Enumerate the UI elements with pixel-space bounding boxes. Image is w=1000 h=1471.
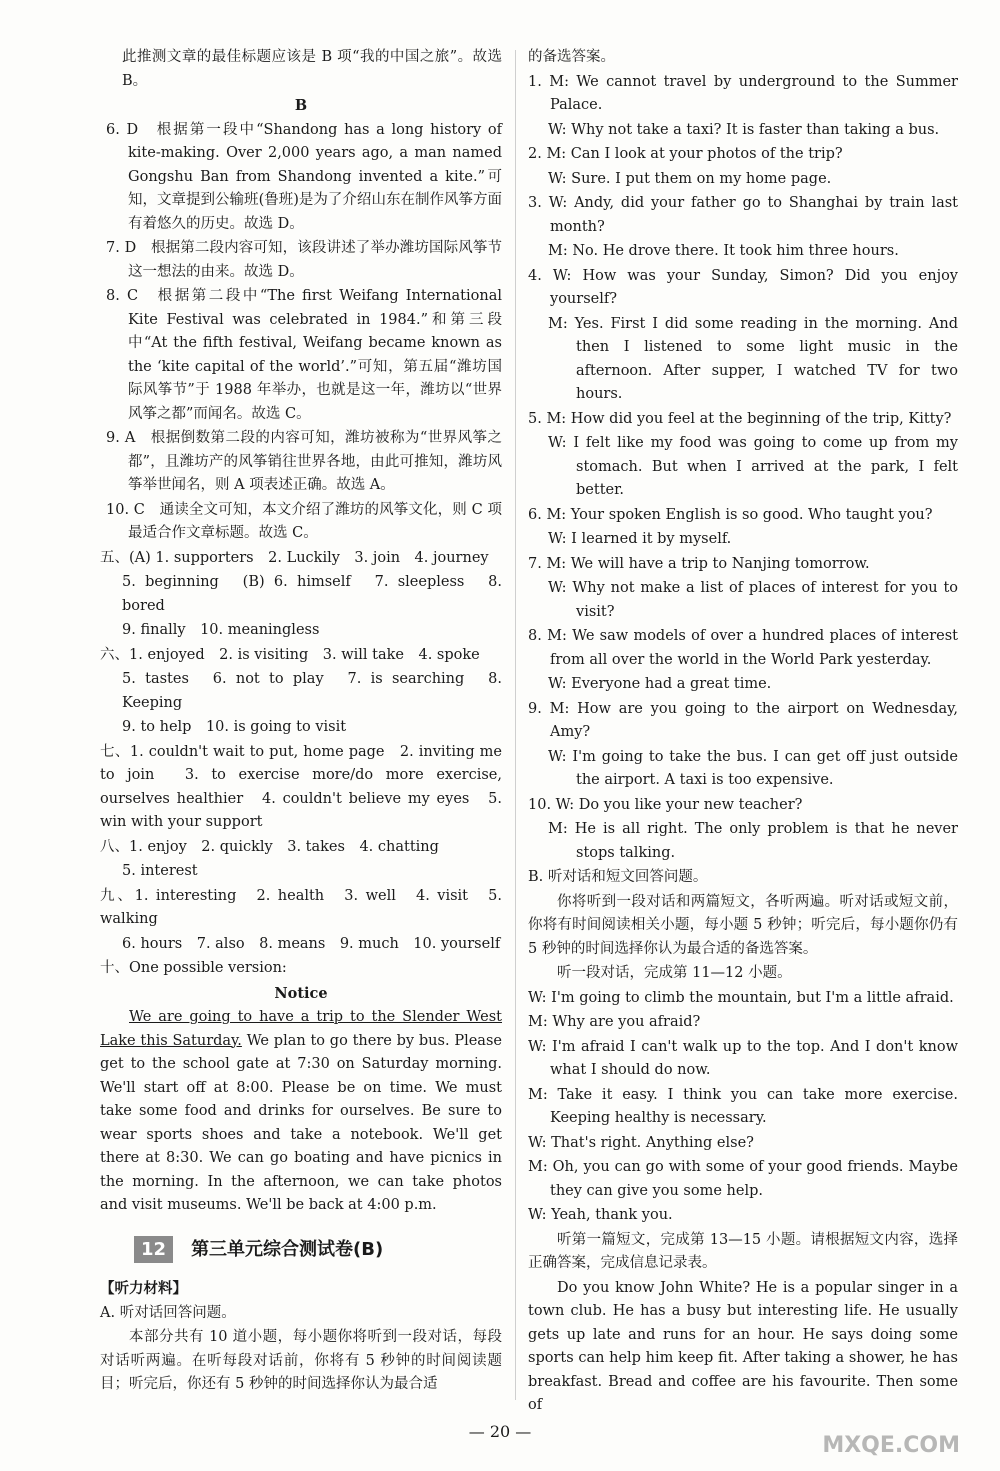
answer-line: 九、1. interesting 2. health 3. well 4. visit 5. walking — [100, 887, 502, 927]
dialogue-line: W: I learned it by myself. — [548, 531, 732, 547]
answer-line: 5. interest — [122, 863, 198, 879]
part-description: 本部分共有 10 道小题，每小题你将听到一段对话，每段对话听两遍。在听每段对话前，你将有 5 秒钟的时间阅读题目；听完后，你还有 5 秒钟的时间选择你认为最合适 — [100, 1329, 502, 1392]
dialogue-line: 1. M: We cannot travel by underground to the Summer Palace. — [528, 73, 958, 113]
answer-line: 七、1. couldn't wait to put, home page 2. inviting me to join 3. to exercise more/do more exercise, ourselves healthier 4. couldn't believe my eyes 5. win with your support — [100, 743, 502, 830]
dialogue-line: W: Yeah, thank you. — [528, 1207, 673, 1223]
notice-body — [100, 1006, 502, 1218]
right-column — [528, 46, 958, 1419]
dialogue-line: W: Why not take a taxi? It is faster than taking a bus. — [548, 121, 940, 138]
dialogue-line: 5. M: How did you feel at the beginning of the trip, Kitty? — [528, 410, 952, 427]
watermark-logo: MXQE.COM — [822, 1432, 960, 1458]
answer-item: 9. A 根据倒数第二段的内容可知，潍坊被称为“世界风筝之都”，且潍坊产的风筝销往世界各地，由此可推知，潍坊风筝举世闻名，则 A 项表述正确。故选 A。 — [106, 430, 502, 493]
answer-item: 7. D 根据第二段内容可知，该段讲述了举办潍坊国际风筝节这一想法的由来。故选 D。 — [106, 240, 502, 280]
dialogue-line: 4. W: How was your Sunday, Simon? Did you enjoy yourself? — [528, 267, 958, 307]
answer-line: 八、1. enjoy 2. quickly 3. takes 4. chatting — [100, 838, 439, 855]
notice-text: We plan to go there by bus. Please get to the school gate at 7:30 on Saturday morning. We'll start off at 8:00. Please be on time. We must take some food and drinks for ourselves. Be sure to wear sports shoes and take a notebook. We'll get there at 8:30. We can go boating and have picnics in the morning. In the afternoon, we can take photos and visit museums. We'll be back at 4:00 p.m. — [100, 1032, 502, 1213]
page-number: — 20 — — [468, 1422, 532, 1441]
answer-line: 十、One possible version: — [100, 960, 287, 976]
answer-line: 六、1. enjoyed 2. is visiting 3. will take 4. spoke — [100, 646, 480, 663]
passage-intro: 听第一篇短文，完成第 13—15 小题。请根据短文内容，选择正确答案，完成信息记录表。 — [528, 1231, 958, 1271]
answer-line: 五、(A) 1. supporters 2. Luckily 3. join 4. journey — [100, 549, 489, 566]
answer-line: 5. beginning (B) 6. himself 7. sleepless 8. bored — [122, 574, 502, 614]
dialogue-line: 9. M: How are you going to the airport on Wednesday, Amy? — [528, 700, 958, 740]
left-column — [100, 46, 502, 1398]
text-continuation: 的备选答案。 — [528, 49, 615, 65]
dialogue-line: W: I'm going to take the bus. I can get off just outside the airport. A taxi is too expensive. — [548, 748, 958, 788]
column-divider — [515, 50, 516, 1400]
section-heading: B — [294, 97, 308, 114]
dialogue-line: W: Everyone had a great time. — [548, 676, 772, 692]
passage-text: Do you know John White? He is a popular singer in a town club. He has a busy but interesting life. He usually gets up late and runs for an hour. He says doing some sports can help him keep fit. After taking a shower, he has breakfast. Bread and coffee are his favourite. Then some of — [528, 1279, 958, 1413]
dialogue-line: 3. W: Andy, did your father go to Shanghai by train last month? — [528, 195, 958, 235]
answer-item: 10. C 通读全文可知，本文介绍了潍坊的风筝文化，则 C 项最适合作文章标题。故选 C。 — [106, 501, 502, 541]
unit-header — [134, 1236, 502, 1264]
dialogue-line: M: No. He drove there. It took him three hours. — [548, 243, 899, 259]
dialogue-line: W: Sure. I put them on my home page. — [548, 170, 832, 187]
notice-underlined: We are going to have a trip to the Slender West Lake this Saturday. — [100, 1009, 502, 1049]
dialogue-line: W: I felt like my food was going to come up from my stomach. But when I arrived at the park, I felt better. — [548, 435, 958, 498]
dialogue-line: M: Oh, you can go with some of your good friends. Maybe they can give you some help. — [528, 1159, 958, 1199]
answer-item: 8. C 根据第二段中“The first Weifang International Kite Festival was celebrated in 1984.”和第三段中“At the fifth festival, Weifang became known as the ‘kite capital of the world’.”可知，第五届“潍坊国际风筝节”于 1988 年举办，也就是这一年，潍坊以“世界风筝之都”而闻名。故选 C。 — [106, 288, 502, 422]
dialogue-line: 2. M: Can I look at your photos of the trip? — [528, 146, 843, 162]
answer-line: 6. hours 7. also 8. means 9. much 10. yourself — [122, 935, 501, 952]
answer-line: 9. finally 10. meaningless — [122, 622, 320, 638]
dialogue-line: 6. M: Your spoken English is so good. Who taught you? — [528, 506, 933, 523]
answer-item: 6. D 根据第一段中“Shandong has a long history of kite-making. Over 2,000 years ago, a man named Gongshu Ban from Shandong invented a kite.”可知，文章提到公输班(鲁班)是为了介绍山东在制作风筝方面有着悠久的历史。故选 D。 — [106, 121, 502, 232]
part-description: 你将听到一段对话和两篇短文，各听两遍。听对话或短文前，你将有时间阅读相关小题，每小题 5 秒钟；听完后，每小题你仍有 5 秒钟的时间选择你认为最合适的备选答案。 — [528, 893, 958, 957]
dialogue-line: 7. M: We will have a trip to Nanjing tomorrow. — [528, 555, 870, 572]
dialogue-line: W: I'm afraid I can't walk up to the top. And I don't know what I should do now. — [528, 1038, 958, 1078]
dialogue-intro: 听一段对话，完成第 11—12 小题。 — [557, 965, 792, 981]
listening-heading: 【听力材料】 — [100, 1280, 187, 1297]
dialogue-line: M: Why are you afraid? — [528, 1014, 701, 1030]
dialogue-line: W: Why not make a list of places of interest for you to visit? — [548, 580, 958, 620]
dialogue-line: M: Yes. First I did some reading in the morning. And then I listened to some light music in the afternoon. After supper, I watched TV for two hours. — [548, 315, 958, 402]
dialogue-line: 10. W: Do you like your new teacher? — [528, 796, 803, 813]
unit-number: 12 — [134, 1236, 173, 1264]
notice-title: Notice — [274, 984, 328, 1002]
dialogue-line: M: Take it easy. I think you can take more exercise. Keeping healthy is necessary. — [528, 1086, 958, 1126]
part-heading: B. 听对话和短文回答问题。 — [528, 869, 708, 885]
dialogue-line: W: I'm going to climb the mountain, but I'm a little afraid. — [528, 989, 954, 1006]
part-heading: A. 听对话回答问题。 — [100, 1304, 236, 1321]
answer-line: 5. tastes 6. not to play 7. is searching 8. Keeping — [122, 671, 502, 711]
answer-line: 9. to help 10. is going to visit — [122, 719, 347, 735]
dialogue-line: M: He is all right. The only problem is that he never stops talking. — [548, 821, 958, 861]
dialogue-line: 8. M: We saw models of over a hundred places of interest from all over the world in the World Park yesterday. — [528, 628, 958, 668]
unit-title: 第三单元综合测试卷(B) — [191, 1238, 384, 1260]
dialogue-line: W: That's right. Anything else? — [528, 1134, 754, 1151]
answer-text: 此推测文章的最佳标题应该是 B 项“我的中国之旅”。故选 B。 — [122, 49, 502, 89]
